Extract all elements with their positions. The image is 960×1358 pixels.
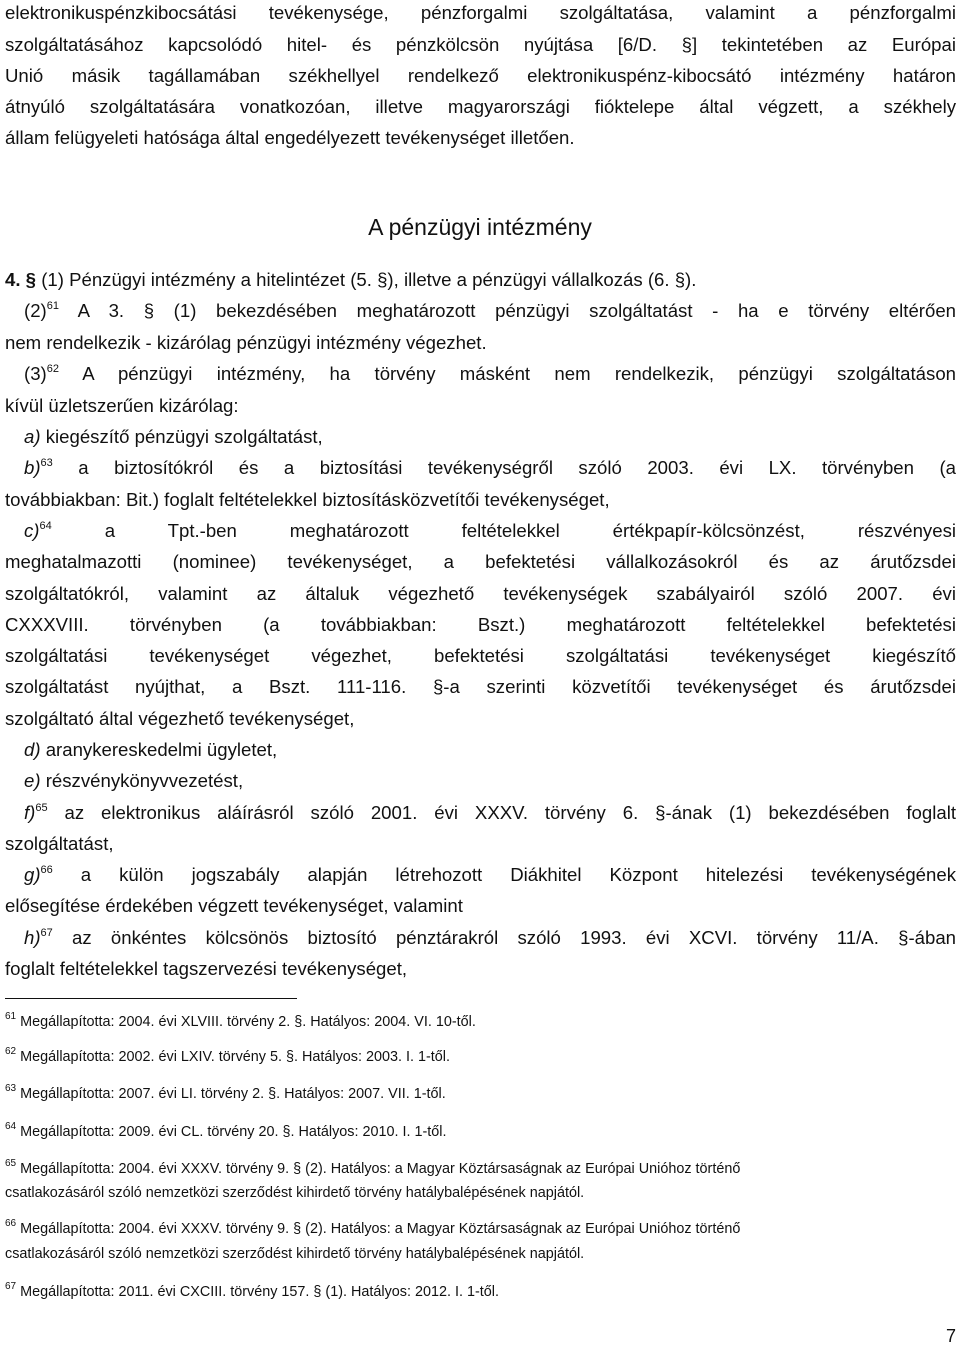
item-d-label: d) xyxy=(24,739,41,760)
intro-line-4: átnyúló szolgáltatására vonatkozóan, illetve magyarországi fióktelepe által végzett, a székhely xyxy=(5,96,956,117)
section-4-para-2-line-1 xyxy=(24,299,956,323)
para-2-text: A 3. § (1) bekezdésében meghatározott pénzügyi szolgáltatást - ha e törvény eltérően xyxy=(77,300,957,321)
footnote-text: Megállapította: 2004. évi XLVIII. törvény 2. §. Hatályos: 2004. VI. 10-től. xyxy=(20,1014,476,1030)
footnote-ref-61[interactable]: 61 xyxy=(46,300,59,312)
footnote-text: Megállapította: 2004. évi XXXV. törvény 9. § (2). Hatályos: a Magyar Köztársaságnak az Európai Unióhoz történő xyxy=(20,1221,741,1237)
section-4-para-3-line-1 xyxy=(24,362,956,386)
footnote-text: Megállapította: 2007. évi LI. törvény 2. §. Hatályos: 2007. VII. 1-től. xyxy=(20,1086,446,1102)
footnote-number: 61 xyxy=(5,1011,17,1022)
item-g-label: g) xyxy=(24,864,41,885)
section-4-para-3-line-2: kívül üzletszerűen kizárólag: xyxy=(5,395,239,416)
footnote-text: Megállapította: 2002. évi LXIV. törvény 5. §. Hatályos: 2003. I. 1-től. xyxy=(20,1049,450,1065)
footnote-66-line-1 xyxy=(5,1219,956,1239)
item-e xyxy=(24,769,956,793)
item-c-text: a Tpt.-ben meghatározott feltételekkel értékpapír-kölcsönzést, részvényesi xyxy=(104,520,956,541)
footnote-64 xyxy=(5,1122,956,1142)
page-number: 7 xyxy=(945,1326,956,1346)
item-b-line-1 xyxy=(24,456,956,480)
footnote-number: 65 xyxy=(5,1158,17,1169)
footnote-63 xyxy=(5,1084,956,1104)
footnote-66-line-2: csatlakozásáról szóló nemzetközi szerződést kihirdető törvény hatálybalépésének napjától. xyxy=(5,1246,585,1262)
footnote-number: 66 xyxy=(5,1218,17,1229)
item-a-label: a) xyxy=(24,426,41,447)
item-c-line-5: szolgáltatási tevékenységet végezhet, befektetési szolgáltatási tevékenységet kiegészítő xyxy=(5,645,956,666)
section-number: 4. § xyxy=(5,269,37,290)
footnote-separator xyxy=(5,998,297,999)
intro-line-2: szolgáltatásához kapcsolódó hitel- és pénzkölcsön nyújtása [6/D. §] tekintetében az Európai xyxy=(5,34,956,55)
item-c-line-1 xyxy=(24,519,956,543)
item-c-line-4: CXXXVIII. törvényben (a továbbiakban: Bszt.) meghatározott feltételekkel befektetési xyxy=(5,614,956,635)
item-g-text: a külön jogszabály alapján létrehozott Diákhitel Központ hitelezési tevékenységének xyxy=(80,864,956,885)
item-c-line-3: szolgáltatókról, valamint az általuk végezhető tevékenységek szabályairól szóló 2007. évi xyxy=(5,583,956,604)
footnote-67 xyxy=(5,1282,956,1302)
footnote-ref-64[interactable]: 64 xyxy=(39,520,52,532)
intro-line-1: elektronikuspénzkibocsátási tevékenysége, pénzforgalmi szolgáltatása, valamint a pénzforgalmi xyxy=(5,2,956,23)
footnote-number: 62 xyxy=(5,1046,17,1057)
para-3-lead: (3) xyxy=(24,363,47,384)
para-2-lead: (2) xyxy=(24,300,47,321)
footnote-65-line-2: csatlakozásáról szóló nemzetközi szerződést kihirdető törvény hatálybalépésének napjától. xyxy=(5,1185,585,1201)
item-d-text: aranykereskedelmi ügyletet, xyxy=(45,739,278,760)
footnote-ref-65[interactable]: 65 xyxy=(35,802,48,814)
footnote-61 xyxy=(5,1012,956,1032)
item-g-line-1 xyxy=(24,863,956,887)
section-4-para-1 xyxy=(5,268,956,292)
footnote-65-line-1 xyxy=(5,1159,956,1179)
item-c-line-6: szolgáltatást nyújthat, a Bszt. 111-116. §-a szerinti közvetítői tevékenységet és árutőzsdei xyxy=(5,676,956,697)
section-4-para-2-line-2: nem rendelkezik - kizárólag pénzügyi intézmény végezhet. xyxy=(5,332,487,353)
footnote-ref-67[interactable]: 67 xyxy=(40,927,53,939)
item-f-text: az elektronikus aláírásról szóló 2001. évi XXXV. törvény 6. §-ának (1) bekezdésében foglalt xyxy=(64,802,956,823)
section-heading: A pénzügyi intézmény xyxy=(368,214,592,240)
footnote-ref-66[interactable]: 66 xyxy=(40,864,53,876)
item-e-label: e) xyxy=(24,770,41,791)
item-b-line-2: továbbiakban: Bit.) foglalt feltételekkel biztosításközvetítői tevékenységet, xyxy=(5,489,610,510)
footnote-ref-63[interactable]: 63 xyxy=(40,457,53,469)
item-h-line-2: foglalt feltételekkel tagszervezési tevékenységet, xyxy=(5,958,408,979)
item-f-line-2: szolgáltatást, xyxy=(5,833,114,854)
item-c-line-7: szolgáltató által végezhető tevékenységet, xyxy=(5,708,355,729)
para-3-text: A pénzügyi intézmény, ha törvény másként nem rendelkezik, pénzügyi szolgáltatáson xyxy=(82,363,957,384)
item-f-line-1 xyxy=(24,801,956,825)
item-h-line-1 xyxy=(24,926,956,950)
intro-line-5: állam felügyeleti hatósága által engedélyezett tevékenységet illetően. xyxy=(5,127,575,148)
footnote-number: 64 xyxy=(5,1121,17,1132)
item-g-line-2: elősegítése érdekében végzett tevékenységet, valamint xyxy=(5,895,463,916)
para-1-text: (1) Pénzügyi intézmény a hitelintézet (5. §), illetve a pénzügyi vállalkozás (6. §). xyxy=(41,269,697,290)
item-h-label: h) xyxy=(24,927,41,948)
footnote-number: 67 xyxy=(5,1281,17,1292)
footnote-text: Megállapította: 2011. évi CXCIII. törvény 157. § (1). Hatályos: 2012. I. 1-től. xyxy=(20,1284,499,1300)
item-f-label: f) xyxy=(24,802,36,823)
item-b-text: a biztosítókról és a biztosítási tevékenységről szóló 2003. évi LX. törvényben (a xyxy=(78,457,956,478)
item-h-text: az önkéntes kölcsönös biztosító pénztárakról szóló 1993. évi XCVI. törvény 11/A. §-ában xyxy=(72,927,956,948)
footnote-number: 63 xyxy=(5,1083,17,1094)
footnote-text: Megállapította: 2004. évi XXXV. törvény 9. § (2). Hatályos: a Magyar Köztársaságnak az Európai Unióhoz történő xyxy=(20,1161,741,1177)
footnote-62 xyxy=(5,1047,956,1067)
item-c-line-2: meghatalmazotti (nominee) tevékenységet, a befektetési vállalkozásokról és az árutőzsdei xyxy=(5,551,956,572)
item-a xyxy=(24,425,956,449)
item-d xyxy=(24,738,956,762)
intro-line-3: Unió másik tagállamában székhellyel rendelkező elektronikuspénz-kibocsátó intézmény határon xyxy=(5,65,956,86)
footnote-text: Megállapította: 2009. évi CL. törvény 20. §. Hatályos: 2010. I. 1-től. xyxy=(20,1124,447,1140)
item-c-label: c) xyxy=(24,520,40,541)
item-e-text: részvénykönyvvezetést, xyxy=(45,770,244,791)
item-b-label: b) xyxy=(24,457,41,478)
item-a-text: kiegészítő pénzügyi szolgáltatást, xyxy=(45,426,323,447)
footnote-ref-62[interactable]: 62 xyxy=(46,363,59,375)
